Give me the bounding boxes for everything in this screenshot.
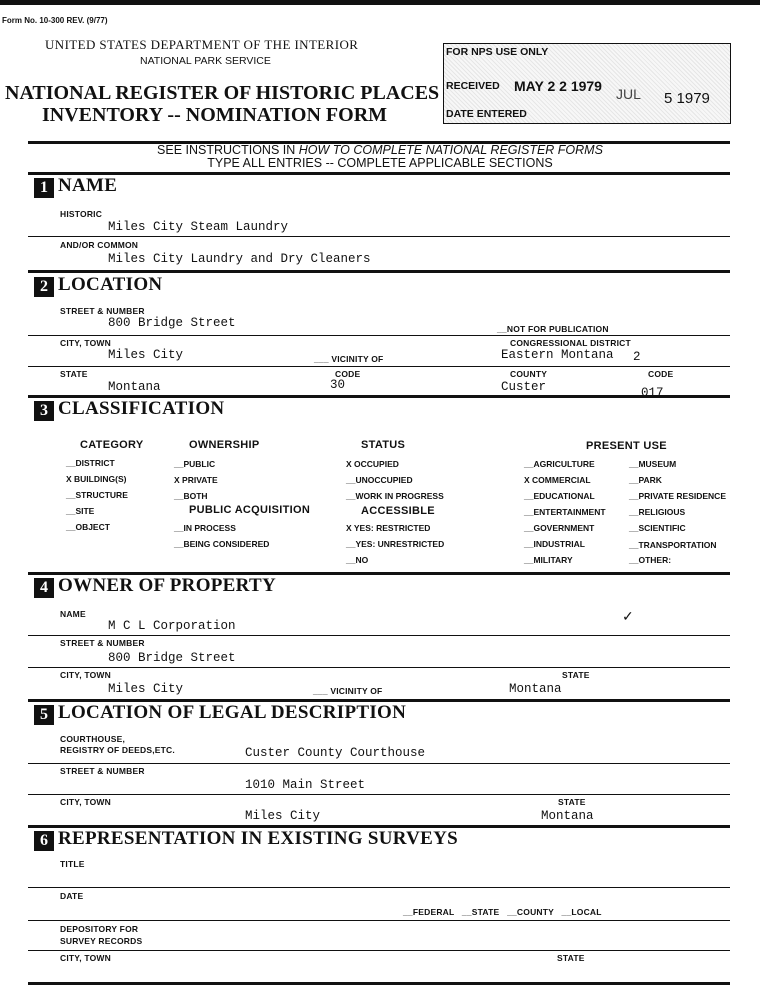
use-government: __GOVERNMENT bbox=[524, 523, 595, 533]
section-5-number: 5 bbox=[34, 705, 54, 725]
section-6-title: REPRESENTATION IN EXISTING SURVEYS bbox=[58, 828, 459, 849]
use-industrial: __INDUSTRIAL bbox=[524, 539, 585, 549]
city-label: CITY, TOWN bbox=[60, 338, 111, 348]
category-district: __DISTRICT bbox=[66, 458, 115, 468]
depository-label-2: SURVEY RECORDS bbox=[60, 936, 143, 946]
courthouse: Custer County Courthouse bbox=[245, 746, 426, 760]
section-4-number: 4 bbox=[34, 578, 54, 598]
owner-vicinity: ___ VICINITY OF bbox=[313, 686, 383, 696]
rule bbox=[28, 887, 730, 888]
section-3-title: CLASSIFICATION bbox=[58, 398, 225, 419]
instructions-italic: HOW TO COMPLETE NATIONAL REGISTER FORMS bbox=[298, 143, 603, 157]
depository-label-1: DEPOSITORY FOR bbox=[60, 924, 139, 934]
instructions-line-2: TYPE ALL ENTRIES -- COMPLETE APPLICABLE SECTIONS bbox=[207, 156, 553, 170]
rule bbox=[28, 335, 730, 336]
rule bbox=[28, 920, 730, 921]
use-religious: __RELIGIOUS bbox=[629, 507, 686, 517]
rule bbox=[28, 763, 730, 764]
survey-date-label: DATE bbox=[60, 891, 84, 901]
rule bbox=[28, 236, 730, 237]
not-for-publication: __NOT FOR PUBLICATION bbox=[497, 324, 609, 334]
legal-street: 1010 Main Street bbox=[245, 778, 366, 792]
top-border bbox=[0, 0, 760, 5]
survey-city-label: CITY, TOWN bbox=[60, 953, 111, 963]
category-site: __SITE bbox=[66, 506, 95, 516]
legal-street-label: STREET & NUMBER bbox=[60, 766, 145, 776]
nps-label: FOR NPS USE ONLY bbox=[446, 46, 549, 58]
use-private-residence: __PRIVATE RESIDENCE bbox=[629, 491, 726, 501]
legal-state: Montana bbox=[541, 809, 594, 823]
street-label: STREET & NUMBER bbox=[60, 306, 145, 316]
section-5-title: LOCATION OF LEGAL DESCRIPTION bbox=[58, 702, 407, 723]
use-commercial: X COMMERCIAL bbox=[524, 475, 591, 485]
category-heading: CATEGORY bbox=[80, 439, 144, 451]
use-other: __OTHER: bbox=[629, 555, 672, 565]
rule bbox=[28, 794, 730, 795]
service: NATIONAL PARK SERVICE bbox=[140, 55, 271, 67]
ownership-private: X PRIVATE bbox=[174, 475, 218, 485]
common-label: AND/OR COMMON bbox=[60, 240, 139, 250]
present-use-heading: PRESENT USE bbox=[586, 440, 667, 452]
rule bbox=[28, 635, 730, 636]
owner-city: Miles City bbox=[108, 682, 184, 696]
nps-use-box bbox=[443, 43, 731, 124]
legal-state-label: STATE bbox=[558, 797, 586, 807]
rule bbox=[28, 982, 730, 985]
location-county: Custer bbox=[501, 380, 547, 394]
legal-city-label: CITY, TOWN bbox=[60, 797, 111, 807]
category-buildings: X BUILDING(S) bbox=[66, 474, 127, 484]
entered-stamp-month: JUL bbox=[616, 86, 641, 102]
owner-state: Montana bbox=[509, 682, 562, 696]
use-educational: __EDUCATIONAL bbox=[524, 491, 595, 501]
legal-city: Miles City bbox=[245, 809, 321, 823]
historic-name: Miles City Steam Laundry bbox=[108, 220, 289, 234]
owner-name: M C L Corporation bbox=[108, 619, 236, 633]
status-occupied: X OCCUPIED bbox=[346, 459, 399, 469]
use-scientific: __SCIENTIFIC bbox=[629, 523, 686, 533]
category-structure: __STRUCTURE bbox=[66, 490, 128, 500]
received-label: RECEIVED bbox=[446, 80, 500, 92]
vicinity-of: ___ VICINITY OF bbox=[314, 354, 384, 364]
survey-state-label: STATE bbox=[557, 953, 585, 963]
public-acquisition-heading: PUBLIC ACQUISITION bbox=[189, 504, 311, 516]
owner-street: 800 Bridge Street bbox=[108, 651, 236, 665]
survey-levels: __FEDERAL __STATE __COUNTY __LOCAL bbox=[403, 907, 602, 917]
check-mark: ✓ bbox=[622, 608, 634, 624]
ownership-both: __BOTH bbox=[174, 491, 208, 501]
county-label: COUNTY bbox=[510, 369, 548, 379]
department: UNITED STATES DEPARTMENT OF THE INTERIOR bbox=[45, 37, 359, 52]
form-number: Form No. 10-300 REV. (9/77) bbox=[2, 16, 108, 25]
code2-label: CODE bbox=[648, 369, 674, 379]
survey-title-label: TITLE bbox=[60, 859, 85, 869]
courthouse-label-1: COURTHOUSE, bbox=[60, 734, 126, 744]
code-label: CODE bbox=[335, 369, 361, 379]
accessible-heading: ACCESSIBLE bbox=[361, 505, 435, 517]
owner-state-label: STATE bbox=[562, 670, 590, 680]
historic-label: HISTORIC bbox=[60, 209, 103, 219]
instructions-line-1 bbox=[0, 143, 760, 157]
instructions-text: SEE INSTRUCTIONS IN bbox=[157, 143, 299, 157]
accessible-restricted: X YES: RESTRICTED bbox=[346, 523, 431, 533]
congressional-district: Eastern Montana bbox=[501, 348, 614, 362]
rule bbox=[28, 667, 730, 668]
congressional-number: 2 bbox=[633, 350, 641, 364]
category-object: __OBJECT bbox=[66, 522, 110, 532]
received-stamp: MAY 2 2 1979 bbox=[514, 78, 602, 94]
accessible-no: __NO bbox=[346, 555, 369, 565]
section-3-number: 3 bbox=[34, 401, 54, 421]
use-transportation: __TRANSPORTATION bbox=[629, 540, 717, 550]
rule bbox=[28, 270, 730, 273]
congressional-label: CONGRESSIONAL DISTRICT bbox=[510, 338, 631, 348]
location-street: 800 Bridge Street bbox=[108, 316, 236, 330]
accessible-unrestricted: __YES: UNRESTRICTED bbox=[346, 539, 445, 549]
state-code: 30 bbox=[330, 378, 346, 392]
ownership-public: __PUBLIC bbox=[174, 459, 216, 469]
state-label: STATE bbox=[60, 369, 88, 379]
section-2-title: LOCATION bbox=[58, 274, 163, 295]
section-1-number: 1 bbox=[34, 178, 54, 198]
status-heading: STATUS bbox=[361, 439, 406, 451]
status-unoccupied: __UNOCCUPIED bbox=[346, 475, 413, 485]
use-military: __MILITARY bbox=[524, 555, 573, 565]
use-park: __PARK bbox=[629, 475, 662, 485]
form-title-1: NATIONAL REGISTER OF HISTORIC PLACES bbox=[5, 82, 440, 104]
county-code: 017 bbox=[641, 386, 664, 395]
acquisition-considered: __BEING CONSIDERED bbox=[174, 539, 270, 549]
use-entertainment: __ENTERTAINMENT bbox=[524, 507, 606, 517]
rule bbox=[28, 950, 730, 951]
form-title-2: INVENTORY -- NOMINATION FORM bbox=[42, 104, 388, 126]
acquisition-in-process: __IN PROCESS bbox=[174, 523, 236, 533]
use-agriculture: __AGRICULTURE bbox=[524, 459, 595, 469]
owner-street-label: STREET & NUMBER bbox=[60, 638, 145, 648]
ownership-heading: OWNERSHIP bbox=[189, 439, 260, 451]
status-work: __WORK IN PROGRESS bbox=[346, 491, 444, 501]
courthouse-label-2: REGISTRY OF DEEDS,ETC. bbox=[60, 745, 175, 755]
date-entered-label: DATE ENTERED bbox=[446, 108, 527, 120]
location-city: Miles City bbox=[108, 348, 184, 362]
rule bbox=[28, 172, 730, 175]
owner-name-label: NAME bbox=[60, 609, 86, 619]
location-state: Montana bbox=[108, 380, 161, 394]
entered-stamp-day: 5 1979 bbox=[664, 90, 710, 107]
common-name: Miles City Laundry and Dry Cleaners bbox=[108, 252, 371, 266]
section-6-number: 6 bbox=[34, 831, 54, 851]
owner-city-label: CITY, TOWN bbox=[60, 670, 111, 680]
section-1-title: NAME bbox=[58, 175, 118, 196]
use-museum: __MUSEUM bbox=[629, 459, 677, 469]
rule bbox=[28, 366, 730, 367]
section-2-number: 2 bbox=[34, 277, 54, 297]
section-4-title: OWNER OF PROPERTY bbox=[58, 575, 277, 596]
